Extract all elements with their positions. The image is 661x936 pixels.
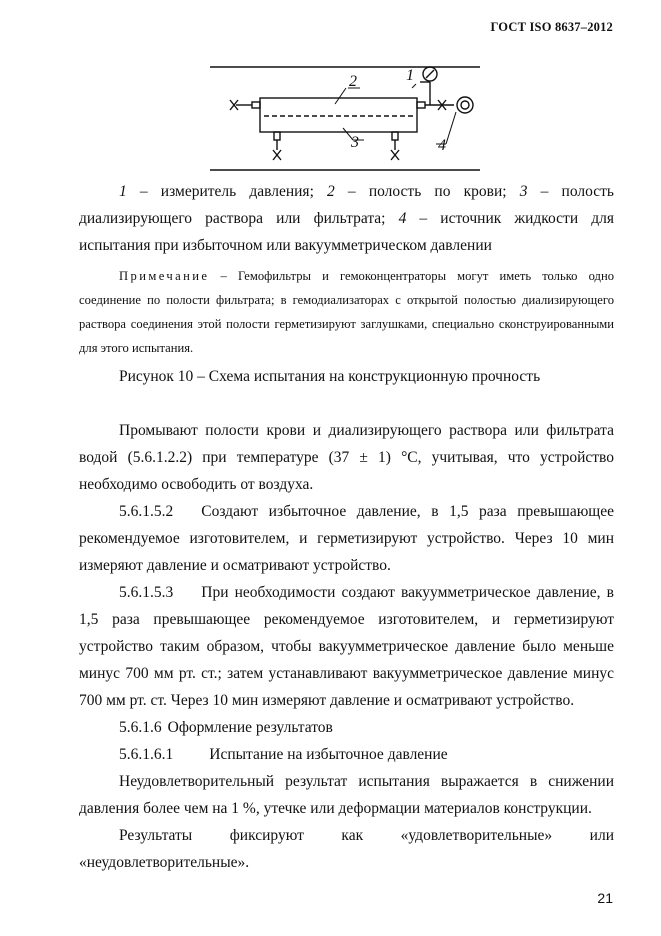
right-port: [417, 102, 425, 108]
note-text: – Гемофильтры и гемоконцентраторы могут иметь только одно соединение по полости фильтрата; в гемодиализаторах с открытой полостью диализирующего раствора соединения этой полости герметизируют заглушками, специально сконструированными для этого испытания.: [79, 269, 614, 355]
liquid-source-icon: [457, 97, 473, 113]
main-text: [79, 417, 614, 876]
heading-5-6-1-6: [79, 714, 614, 741]
figure-label-4: 4: [438, 137, 446, 154]
bottom-left-valve-icon: [273, 150, 281, 160]
section-number: 5.6.1.5.3: [119, 584, 174, 601]
page-number: 21: [597, 890, 613, 906]
legend-key-1: 1: [119, 183, 127, 200]
paragraph-5-6-1-5-2: [79, 498, 614, 579]
note-label: Примечание: [119, 269, 210, 283]
section-text: Оформление результатов: [167, 719, 333, 736]
paragraph-unsatisfactory: Неудовлетворительный результат испытания выражается в снижении давления более чем на 1 %, утечке или деформации материалов конструкции.: [79, 773, 614, 817]
figure-legend: [79, 178, 614, 259]
legend-text-3: – полость диализирующего раствора или фильтрата;: [79, 183, 614, 227]
bottom-port-right: [392, 132, 398, 140]
legend-key-3: 3: [519, 183, 528, 200]
paragraph-5-6-1-5-3: [79, 579, 614, 714]
legend-text-1: – измеритель давления;: [126, 183, 328, 200]
legend-text-2: – полость по крови;: [334, 183, 520, 200]
section-number: 5.6.1.6.1: [119, 746, 174, 763]
legend-key-2: 2: [327, 183, 335, 200]
bottom-right-valve-icon: [391, 150, 399, 160]
figure-label-3: 3: [351, 134, 359, 151]
section-number: 5.6.1.5.2: [119, 503, 174, 520]
test-scheme-figure: [208, 60, 482, 172]
section-text: Создают избыточное давление, в 1,5 раза превышающее рекомендуемое изготовителем, и герметизируют устройство. Через 10 мин измеряют давление и осматривают устройство.: [79, 503, 614, 574]
section-text: При необходимости создают вакуумметрическое давление, в 1,5 раза превышающее рекомендуемое изготовителем, и герметизируют устройство таким образом, чтобы вакуумметрическое давление было меньше минус 700 мм рт. ст.; затем устанавливают вакуумметрическое давление минус 700 мм рт. ст. Через 10 мин измеряют давление и осматривают устройство.: [79, 584, 614, 709]
section-number: 5.6.1.6: [119, 719, 162, 736]
left-port: [252, 102, 260, 108]
figure-caption: Рисунок 10 – Схема испытания на конструкционную прочность: [119, 368, 541, 385]
figure-label-1: 1: [406, 67, 414, 84]
legend-key-4: 4: [398, 210, 407, 227]
document-header: ГОСТ ISO 8637–2012: [490, 20, 613, 34]
pressure-gauge-icon: [423, 67, 437, 81]
section-text: Испытание на избыточное давление: [209, 746, 448, 763]
figure-label-2: 2: [349, 73, 357, 90]
legend-text-4: – источник жидкости для испытания при избыточном или вакуумметрическом давлении: [79, 210, 614, 254]
bottom-port-left: [274, 132, 280, 140]
paragraph-rinse: Промывают полости крови и диализирующего раствора или фильтрата водой (5.6.1.2.2) при температуре (37 ± 1) °С, учитывая, что устройство необходимо освободить от воздуха.: [79, 422, 614, 493]
dialyser-body: [260, 98, 417, 132]
paragraph-results: Результаты фиксируют как «удовлетворительные» или «неудовлетворительные».: [79, 827, 614, 871]
figure-note: [79, 264, 614, 360]
heading-5-6-1-6-1: [79, 741, 614, 768]
